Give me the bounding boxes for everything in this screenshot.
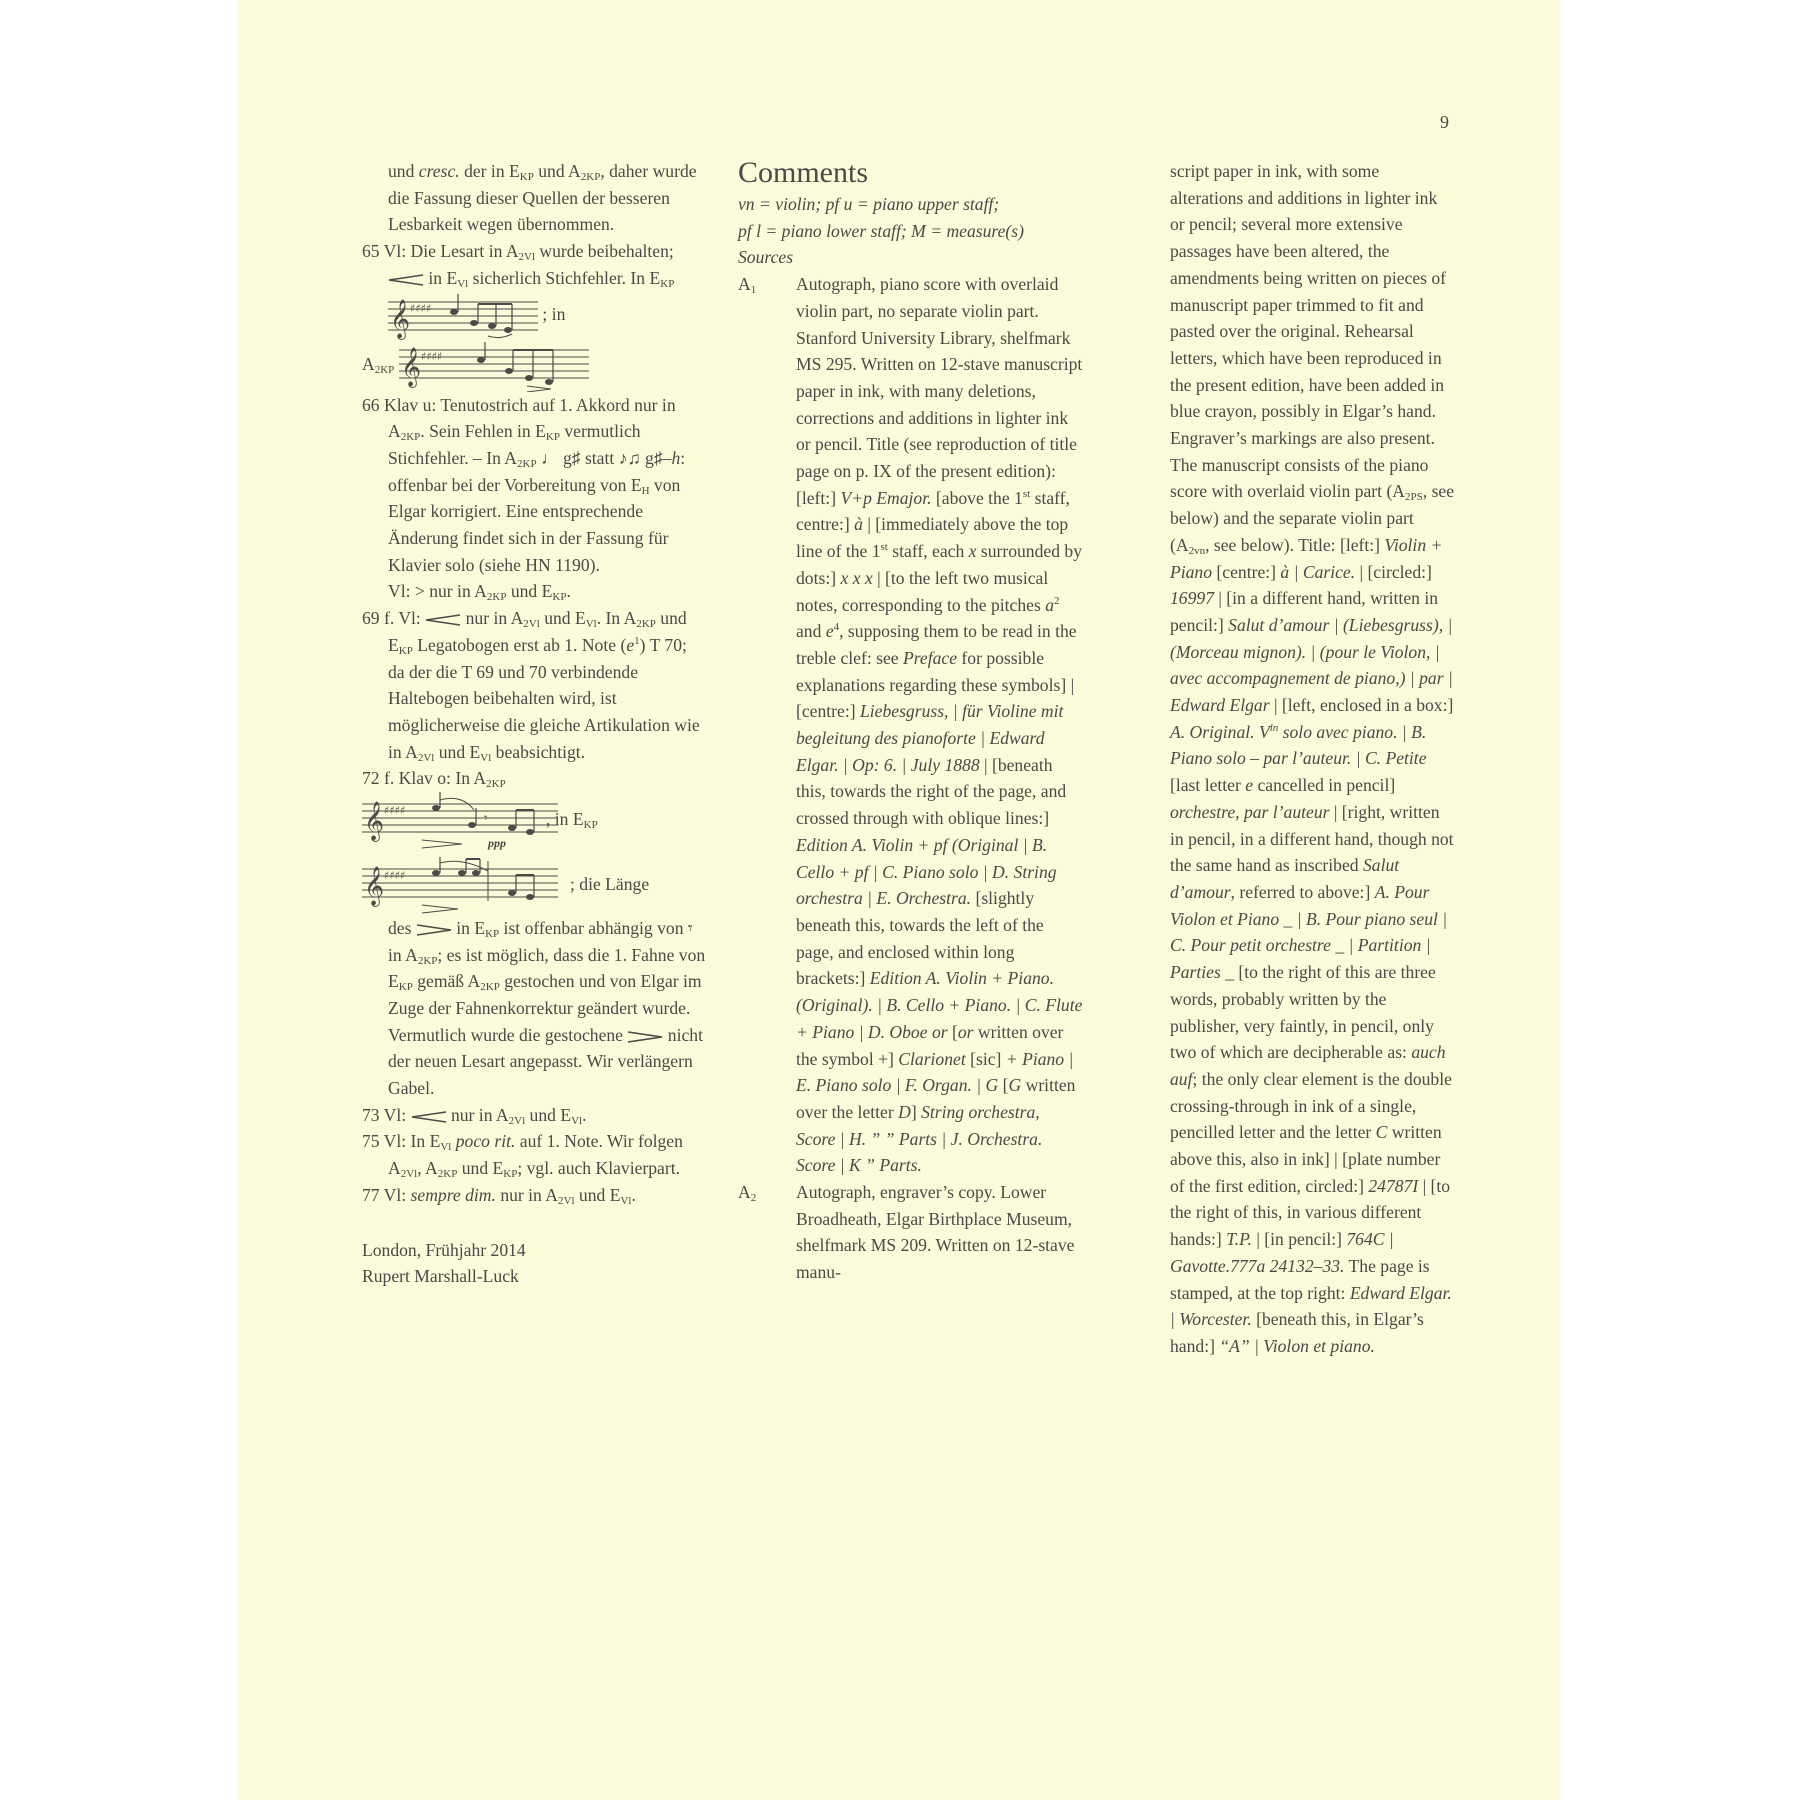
music-staff-excerpt-icon	[388, 292, 538, 340]
music-staff-excerpt-icon	[399, 340, 589, 392]
note-72-excerpt-2: 𝄞 ♯♯♯♯ ; die Länge	[362, 857, 707, 915]
dynamic-ppp: ppp	[488, 836, 506, 851]
svg-text:𝄞: 𝄞	[390, 298, 411, 339]
note-69: 69 f. Vl: nur in $A_{2Vl}$ und $E_{Vl}$. In $A_{2KP}$ und $E_{KP}$ Legatobogen erst ab 1. Note $(e^1)$ T 70; da der die T 69 und 70 verbindende Haltebogen beibehalten wird, ist möglicherweise die gleiche Artikulation wie in $A_{2Vl}$ und $E_{Vl}$ beabsichtigt.	[362, 608, 700, 764]
note-66: 66 Klav u: Tenutostrich auf 1. Akkord nur in $A_{2KP}$. Sein Fehlen in $E_{KP}$ vermutlich Stichfehler. – In $A_{2KP}$ ♩ g♯ statt ♪♫ g♯–h: offenbar bei der Vorbereitung von $E_H$ von Elgar korrigiert. Eine entsprechende Änderung findet sich in der Fassung für Klavier solo (siehe HN 1190).	[362, 394, 686, 575]
middle-column	[738, 155, 1083, 1286]
music-staff-excerpt-icon	[362, 792, 558, 850]
note-72-text: des in $E_{KP}$ ist offenbar abhängig von 𝄾 in $A_{2KP}$; es ist möglich, dass die 1. Fahne von $E_{KP}$ gemäß $A_{2KP}$ gestochen und von Elgar im Zuge der Fahnenkorrektur geändert wurde. Vermutlich wurde die gestochene nicht der neuen Lesart angepasst. Wir verlängern Gabel.	[388, 917, 706, 1099]
crescendo-hairpin-icon	[411, 1110, 447, 1124]
place-date: London, Frühjahr 2014	[362, 1239, 526, 1260]
note-72: 72 f. Klav o: In $A_{2KP}$	[362, 768, 506, 791]
note-72-excerpt-1: 𝄞 ♯♯♯♯ 𝄾 $_{ppp}$, in $E_{KP}$	[362, 792, 707, 857]
crescendo-hairpin-icon	[425, 613, 461, 627]
note-65-excerpt: $A_{2KP}$ 𝄞 ♯♯♯♯	[362, 340, 707, 392]
note-65: 65 Vl: Die Lesart in $A_{2Vl}$ wurde beibehalten; in $E_{Vl}$ sicherlich Stichfehler. In $E_{KP}$ 𝄞 ♯♯♯♯ ; in	[362, 241, 675, 339]
svg-text:♯♯♯♯: ♯♯♯♯	[384, 868, 406, 882]
crescendo-hairpin-icon	[388, 273, 424, 287]
sources-label: Sources	[738, 247, 794, 268]
svg-text:𝄞: 𝄞	[364, 865, 385, 906]
svg-text:𝄞: 𝄞	[400, 346, 421, 387]
source-entry-a1: $A_1$ Autograph, piano score with overlaid violin part, no separate violin part. Stanford University Library, shelfmark MS 295. Written on 12-stave manuscript paper in ink, with many deletions, corrections and additions in lighter ink or pencil. Title (see reproduction of title page on p. IX of the present edition): [left:] V+p Emajor. [above the 1st staff, centre:] à | [immediately above the top line of the 1st staff, each x surrounded by dots:] x x x | [to the left two musical notes, corresponding to the pitches $a^2$ and $e^4$, supposing them to be read in the treble clef: see Preface for possible explanations regarding these symbols] | [centre:] Liebesgruss, | für Violine mit begleitung des pianoforte | Edward Elgar. | Op: 6. | July 1888 | [beneath this, towards the right of the page, and crossed through with oblique lines:] Edition A. Violin + pf (Original | B. Cello + pf | C. Piano solo | D. String orchestra | E. Orchestra. [slightly beneath this, towards the left of the page, and enclosed within long brackets:] Edition A. Violin + Piano. (Original). | B. Cello + Piano. | C. Flute + Piano | D. Oboe or [or written over the symbol +] Clarionet [sic] + Piano | E. Piano solo | F. Organ. | G [G written over the letter D] String orchestra, Score | H. ” ” Parts | J. Orchestra. Score | K ” Parts.	[738, 271, 1083, 1179]
note-75: 75 Vl: In $E_{Vl}$ poco rit. auf 1. Note. Wir folgen $A_{2Vl}$, $A_{2KP}$ und $E_{KP}$; vgl. auch Klavierpart.	[362, 1131, 683, 1181]
right-column	[1170, 158, 1455, 1360]
left-column	[362, 158, 707, 1290]
abbreviations: vn = violin; pf u = piano upper staff; pf l = piano lower staff; M = measure(s)	[738, 194, 1025, 241]
note-66-vl: Vl: > nur in $A_{2KP}$ und $E_{KP}$.	[388, 581, 571, 604]
svg-text:♯♯♯♯: ♯♯♯♯	[420, 349, 442, 363]
page-number: 9	[1440, 112, 1449, 132]
note-73: 73 Vl: nur in $A_{2Vl}$ und $E_{Vl}$.	[362, 1104, 587, 1127]
note-77: 77 Vl: sempre dim. nur in $A_{2Vl}$ und $E_{Vl}$.	[362, 1184, 636, 1207]
svg-text:♯♯♯♯: ♯♯♯♯	[410, 301, 432, 315]
svg-text:𝄞: 𝄞	[364, 801, 385, 842]
source-entry-a2: $A_2$ Autograph, engraver’s copy. Lower Broadheath, Elgar Birthplace Museum, shelfmark MS 209. Written on 12-stave manu-	[738, 1179, 1083, 1286]
section-heading: Comments	[738, 156, 869, 189]
source-siglum-a1: $A_1$	[738, 274, 757, 297]
svg-text:♯♯♯♯: ♯♯♯♯	[384, 804, 406, 818]
decrescendo-hairpin-icon	[416, 923, 452, 937]
note-continuation: und cresc. der in $E_{KP}$ und $A_{2KP}$, daher wurde die Fassung dieser Quellen der besseren Lesbarkeit wegen übernommen.	[388, 161, 697, 235]
music-staff-excerpt-icon	[362, 857, 558, 915]
decrescendo-hairpin-icon	[627, 1030, 663, 1044]
author-name: Rupert Marshall-Luck	[362, 1266, 519, 1287]
source-a2-continuation: script paper in ink, with some alterations and additions in lighter ink or pencil; several more extensive passages have been altered, the amendments being written on pieces of manuscript paper trimmed to fit and pasted over the original. Rehearsal letters, which have been reproduced in the present edition, have been added in blue crayon, possibly in Elgar’s hand. Engraver’s markings are also present. The manuscript consists of the piano score with overlaid violin part ($A_{2PS}$, see below) and the separate violin part ($A_{2vn}$, see below). Title: [left:] Violin + Piano [centre:] à | Carice. | [circled:] 16997 | [in a different hand, written in pencil:] Salut d’amour | (Liebesgruss), | (Morceau mignon). | (pour le Violon, | avec accompagnement de piano,) | par | Edward Elgar | [left, enclosed in a box:] A. Original. $V^{ln}$ solo avec piano. | B. Piano solo – par l’auteur. | C. Petite [last letter e cancelled in pencil] orchestre, par l’auteur | [right, written in pencil, in a different hand, though not the same hand as inscribed Salut d’amour, referred to above:] A. Pour Violon et Piano _ | B. Pour piano seul | C. Pour petit orchestre _ | Partition | Parties _ [to the right of this are three words, probably written by the publisher, very faintly, in pencil, only two of which are decipherable as: auch auf; the only clear element is the double crossing-through in ink of a single, pencilled letter and the letter C written above this, also in ink] | [plate number of the first edition, circled:] 24787I | [to the right of this, in various different hands:] T.P. | [in pencil:] 764C | Gavotte.777a 24132–33. The page is stamped, at the top right: Edward Elgar. | Worcester. [beneath this, in Elgar’s hand:] “A” | Violon et piano.	[1170, 161, 1455, 1356]
source-siglum-a2: $A_2$	[738, 1182, 757, 1205]
svg-text:𝄾: 𝄾	[484, 810, 488, 826]
